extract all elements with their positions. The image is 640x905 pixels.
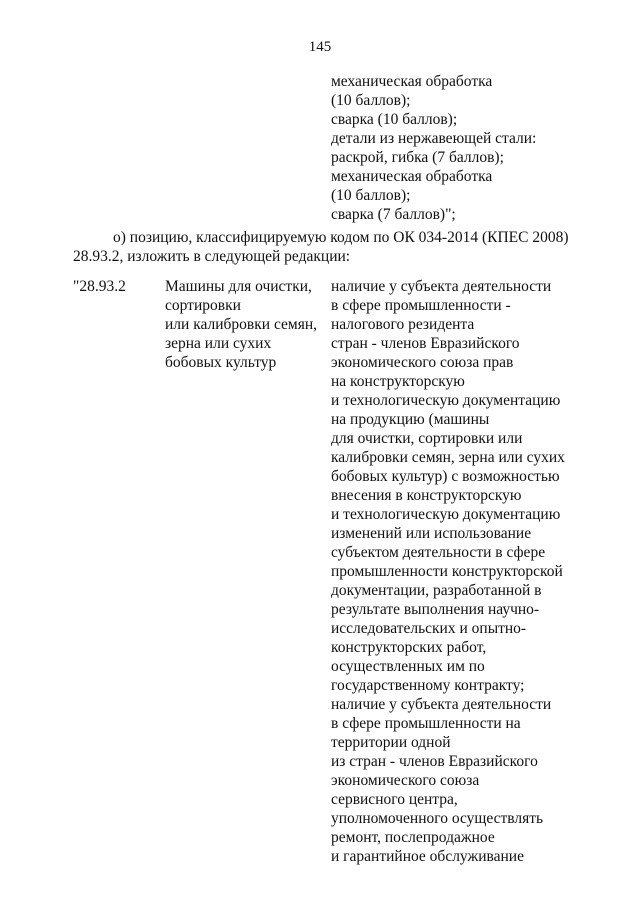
product-name-line: сортировки [165, 297, 241, 314]
requirement-line: наличие у субъекта деятельности [331, 278, 552, 295]
requirement-line: стран - членов Евразийского [331, 335, 520, 352]
requirement-line: экономического союза прав [331, 354, 514, 371]
requirement-line: из стран - членов Евразийского [331, 753, 538, 770]
list-line: механическая обработка [331, 168, 493, 185]
product-name-line: или калибровки семян, [165, 316, 318, 333]
page-number: 145 [308, 39, 332, 55]
requirement-line: промышленности конструкторской [331, 563, 563, 580]
requirement-line: изменений или использование [331, 525, 532, 542]
requirement-line: бобовых культур) с возможностью [331, 468, 560, 485]
requirement-line: результате выполнения научно- [331, 601, 540, 618]
requirement-line: уполномоченного осуществлять [331, 810, 544, 827]
product-name-line: бобовых культур [165, 354, 277, 371]
requirement-line: ремонт, послепродажное [331, 829, 495, 846]
requirement-line: внесения в конструкторскую [331, 487, 522, 504]
requirement-line: документации, разработанной в [331, 582, 542, 599]
list-line: раскрой, гибка (7 баллов); [331, 149, 504, 166]
requirement-line: исследовательских и опытно- [331, 620, 527, 637]
product-name-cell [165, 277, 317, 372]
classification-code: "28.93.2 [73, 278, 126, 295]
requirement-line: осуществленных им по [331, 658, 485, 675]
requirements-cell [331, 277, 565, 866]
requirement-line: в сфере промышленности на [331, 715, 521, 732]
requirement-line: государственному контракту; [331, 677, 525, 694]
list-line: механическая обработка [331, 73, 493, 90]
requirement-line: калибровки семян, зерна или сухих [331, 449, 565, 466]
requirement-line: наличие у субъекта деятельности [331, 696, 552, 713]
paragraph-line: о) позицию, классифицируемую кодом по ОК 034-2014 (КПЕС 2008) [113, 229, 569, 246]
paragraph-line: 28.93.2, изложить в следующей редакции: [73, 248, 351, 265]
requirement-line: и технологическую документацию [331, 506, 561, 523]
requirement-line: налогового резидента [331, 316, 475, 333]
product-name-line: Машины для очистки, [165, 278, 312, 295]
list-line: детали из нержавеющей стали: [331, 130, 537, 147]
requirement-line: и технологическую документацию [331, 392, 561, 409]
requirement-line: для очистки, сортировки или [331, 430, 523, 447]
list-line: (10 баллов); [331, 92, 411, 109]
requirement-line: конструкторских работ, [331, 639, 487, 656]
list-line: сварка (7 баллов)"; [331, 206, 456, 223]
requirement-line: на продукцию (машины [331, 411, 490, 428]
requirement-line: и гарантийное обслуживание [331, 848, 524, 865]
requirement-line: субъектом деятельности в сфере [331, 544, 546, 561]
list-line: (10 баллов); [331, 187, 411, 204]
product-name-line: зерна или сухих [165, 335, 272, 352]
requirement-line: территории одной [331, 734, 451, 751]
requirement-line: экономического союза [331, 772, 480, 789]
requirement-line: на конструкторскую [331, 373, 465, 390]
requirement-line: сервисного центра, [331, 791, 458, 808]
list-line: сварка (10 баллов); [331, 111, 458, 128]
continued-list-block [331, 72, 536, 224]
requirement-line: в сфере промышленности - [331, 297, 511, 314]
